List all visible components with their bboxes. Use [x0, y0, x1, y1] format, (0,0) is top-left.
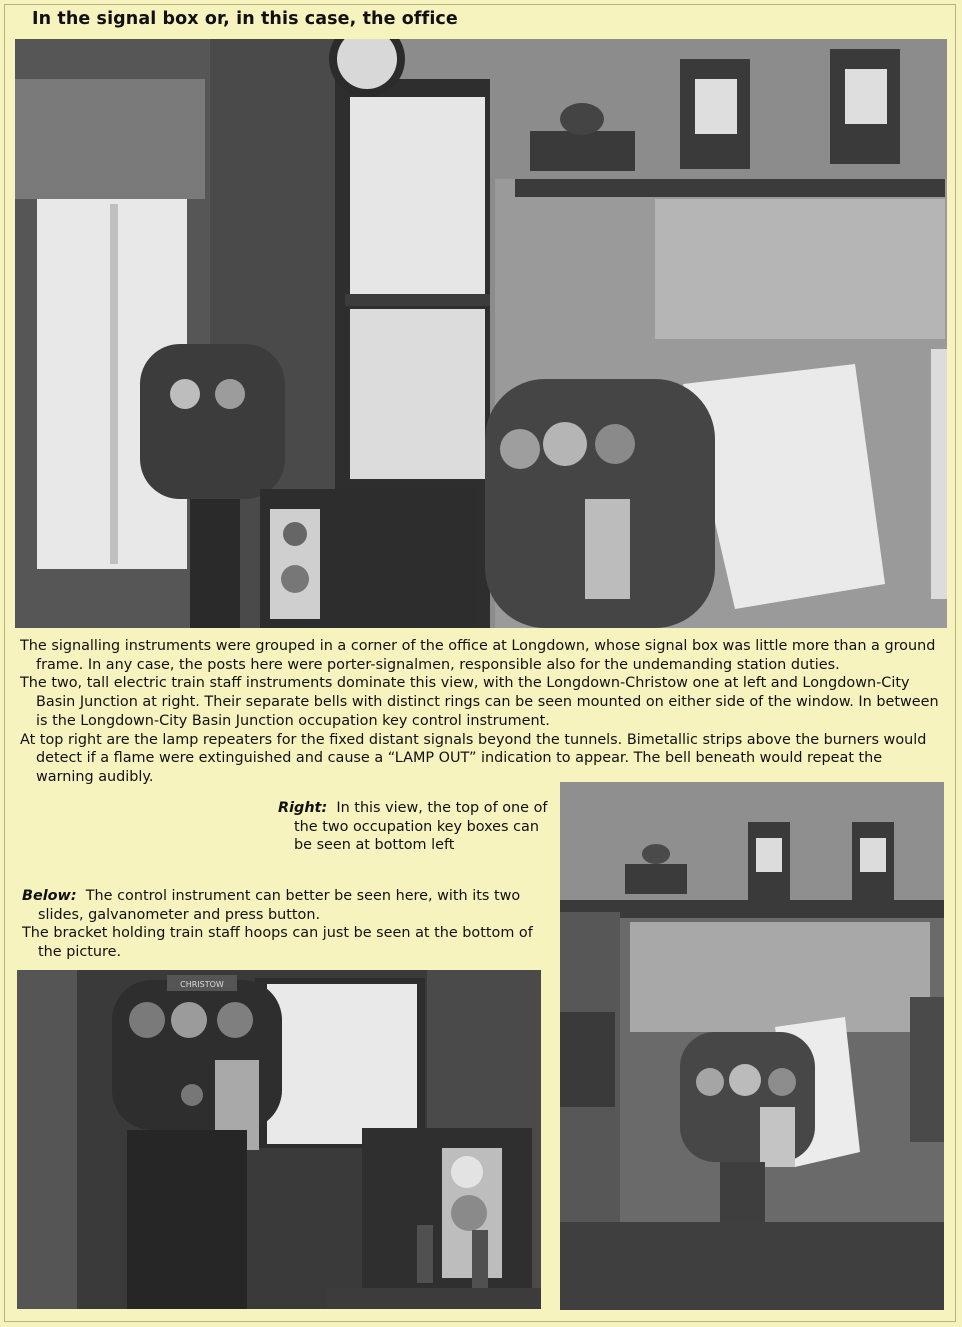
caption-right-text: In this view, the top of one of the two occupation key boxes can be seen at bottom left — [294, 800, 548, 854]
caption-below-text: The control instrument can better be seen here, with its two slides, galvanometer and press button. — [38, 888, 521, 923]
main-photo — [15, 39, 947, 628]
caption-right — [278, 799, 548, 855]
body-paragraph-2: The two, tall electric train staff instruments dominate this view, with the Longdown-Christow one at left and Longdown-City Basin Junction at right. Their separate bells with distinct rings can be seen mounted on either side of the window. In between is the Longdown-City Basin Junction occupation key control instrument. — [20, 675, 939, 729]
caption-right-label: Right: — [278, 800, 328, 816]
body-paragraph-1: The signalling instruments were grouped in a corner of the office at Longdown, whose signal box was little more than a ground frame. In any case, the posts here were porter-signalmen, responsible also for the undemanding station duties. — [20, 638, 936, 673]
body-paragraph-3: At top right are the lamp repeaters for the fixed distant signals beyond the tunnels. Bimetallic strips above the burners would detect if a flame were extinguished and cause a “LAMP OUT” indication to appear. The bell beneath would repeat the warning audibly. — [20, 731, 927, 785]
right-photo — [560, 782, 944, 1310]
below-photo — [17, 970, 541, 1309]
caption-below — [22, 887, 542, 962]
caption-below-text2: The bracket holding train staff hoops can just be seen at the bottom of the picture. — [22, 925, 533, 961]
page-title: In the signal box or, in this case, the office — [32, 9, 458, 29]
caption-below-label: Below: — [22, 888, 77, 904]
body-text — [20, 637, 940, 787]
christow-plate-label: CHRISTOW — [180, 980, 224, 989]
